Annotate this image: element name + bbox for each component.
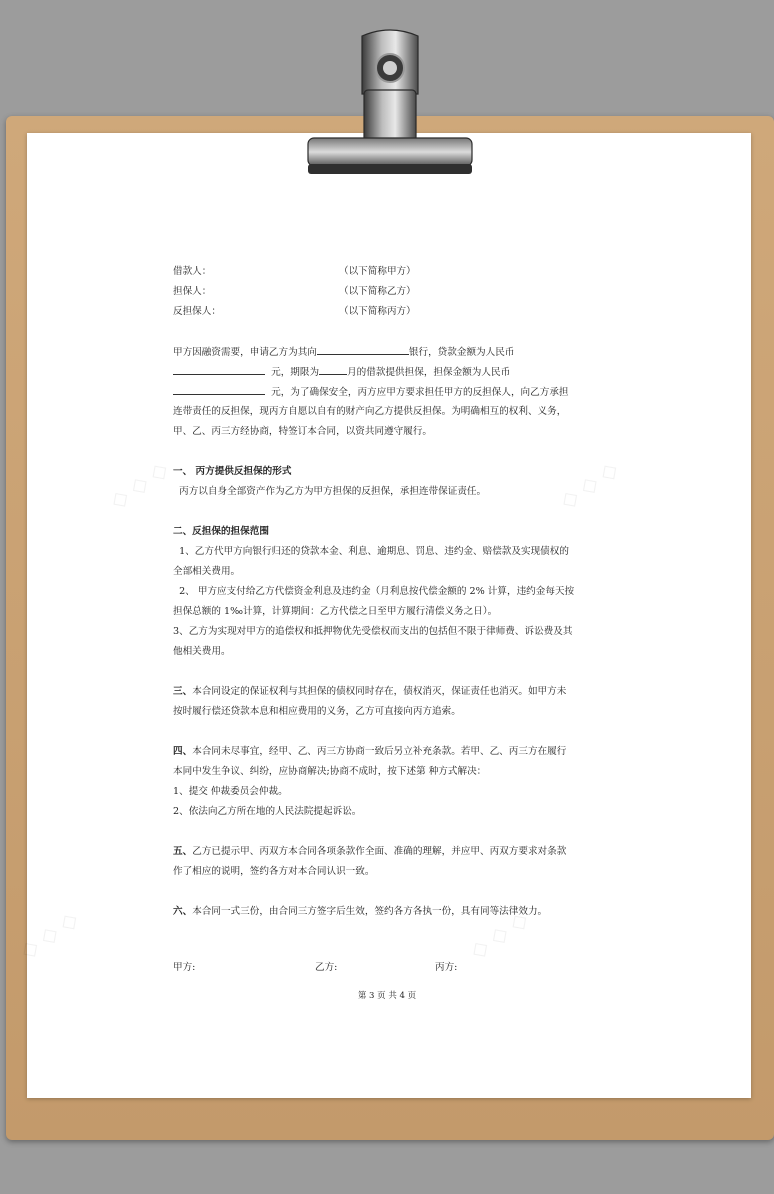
section-number: 四、 <box>173 746 193 757</box>
contract-body <box>173 262 601 1006</box>
section-text <box>173 742 601 762</box>
watermark: ◇ ◇ ◇ <box>105 456 174 515</box>
section-text: 全部相关费用。 <box>173 566 241 577</box>
section-text <box>173 902 601 922</box>
section-text: 2、依法向乙方所在地的人民法院提起诉讼。 <box>173 806 362 817</box>
bank-blank <box>317 342 409 355</box>
intro-text: 元，为了确保安全，丙方应甲方要求担任甲方的反担保人，向乙方承担 <box>271 387 569 398</box>
section-text: 1、提交 仲裁委员会仲裁。 <box>173 786 288 797</box>
section-text-span: 本合同一式三份，由合同三方签字后生效，签约各方各执一份，具有同等法律效力。 <box>192 906 548 917</box>
signature-row <box>173 958 601 978</box>
section-text: 按时履行偿还贷款本息和相应费用的义务，乙方可直接向丙方追索。 <box>173 706 461 717</box>
section-number: 五、 <box>173 846 193 857</box>
section-heading: 二、反担保的担保范围 <box>173 526 269 537</box>
intro-text: 甲方因融资需要，申请乙方为其向 <box>173 347 317 358</box>
section-text-span: 丙方以自身全部资产作为乙方为甲方担保的反担保，承担连带保证责任。 <box>179 486 487 497</box>
intro-text: 月的借款提供担保，担保金额为人民币 <box>347 367 511 378</box>
party-note: （以下简称乙方） <box>339 286 416 297</box>
section-text <box>173 482 601 502</box>
watermark: ◇ ◇ ◇ <box>15 906 84 965</box>
party-note: （以下简称甲方） <box>339 266 416 277</box>
page-number: 第 3 页 共 4 页 <box>357 991 417 1001</box>
section-text-span: 本合同设定的保证权利与其担保的债权同时存在，债权消灭，保证责任也消灭。如甲方未 <box>192 686 567 697</box>
section-number: 六、 <box>173 906 193 917</box>
section-text <box>173 842 601 862</box>
party-label: 反担保人： <box>173 306 221 317</box>
section-text: 他相关费用。 <box>173 646 231 657</box>
section-text-span: 乙方已提示甲、丙双方本合同各项条款作全面、准确的理解，并应甲、丙双方要求对条款 <box>192 846 567 857</box>
party-label: 借款人： <box>173 266 212 277</box>
party-row <box>173 262 601 282</box>
section-text: 作了相应的说明，签约各方对本合同认识一致。 <box>173 866 375 877</box>
section-heading: 一、 丙方提供反担保的形式 <box>173 466 292 477</box>
watermark: ◇ ◇ ◇ <box>555 456 624 515</box>
intro-text: 银行，贷款金额为人民币 <box>408 347 515 358</box>
amount-blank <box>173 362 265 375</box>
section-text <box>173 542 601 562</box>
section-number: 三、 <box>173 686 193 697</box>
section-text-span: 本合同未尽事宜，经甲、乙、丙三方协商一致后另立补充条款。若甲、乙、丙三方在履行 <box>192 746 567 757</box>
section-text: 本同中发生争议、纠纷，应协商解决;协商不成时，按下述第 种方式解决： <box>173 766 487 777</box>
section-text: 担保总额的 1‰计算，计算期间：乙方代偿之日至甲方履行清偿义务之日）。 <box>173 606 498 617</box>
watermark: ◇ ◇ ◇ <box>465 906 534 965</box>
term-blank <box>319 362 347 375</box>
intro-line <box>173 362 601 382</box>
guarantee-amount-blank <box>173 382 265 395</box>
intro-line: 连带责任的反担保，现丙方自愿以自有的财产向乙方提供反担保。为明确相互的权利、义务， <box>173 406 567 417</box>
party-label: 担保人： <box>173 286 212 297</box>
intro-line <box>173 342 601 362</box>
intro-text: 元，期限为 <box>271 367 320 378</box>
section-text: 3、乙方为实现对甲方的追偿权和抵押物优先受偿权而支出的包括但不限于律师费、诉讼费及其 <box>173 626 573 637</box>
section-text-span: 2、 甲方应支付给乙方代偿资金利息及违约金（月利息按代偿金额的 2% 计算，违约金每天按 <box>179 586 575 597</box>
party-row <box>173 302 601 322</box>
section-text <box>173 582 601 602</box>
intro-line: 甲、乙、丙三方经协商，特签订本合同，以资共同遵守履行。 <box>173 426 433 437</box>
section-text-span: 1、乙方代甲方向银行归还的贷款本金、利息、逾期息、罚息、违约金、赔偿款及实现债权的 <box>179 546 569 557</box>
signature-party-c: 丙方: <box>435 962 458 973</box>
section-text <box>173 682 601 702</box>
intro-line <box>173 382 601 402</box>
party-row <box>173 282 601 302</box>
party-note: （以下简称丙方） <box>339 306 416 317</box>
signature-party-b: 乙方: <box>315 962 338 973</box>
signature-party-a: 甲方: <box>173 962 196 973</box>
binder-clip-icon <box>300 28 480 178</box>
